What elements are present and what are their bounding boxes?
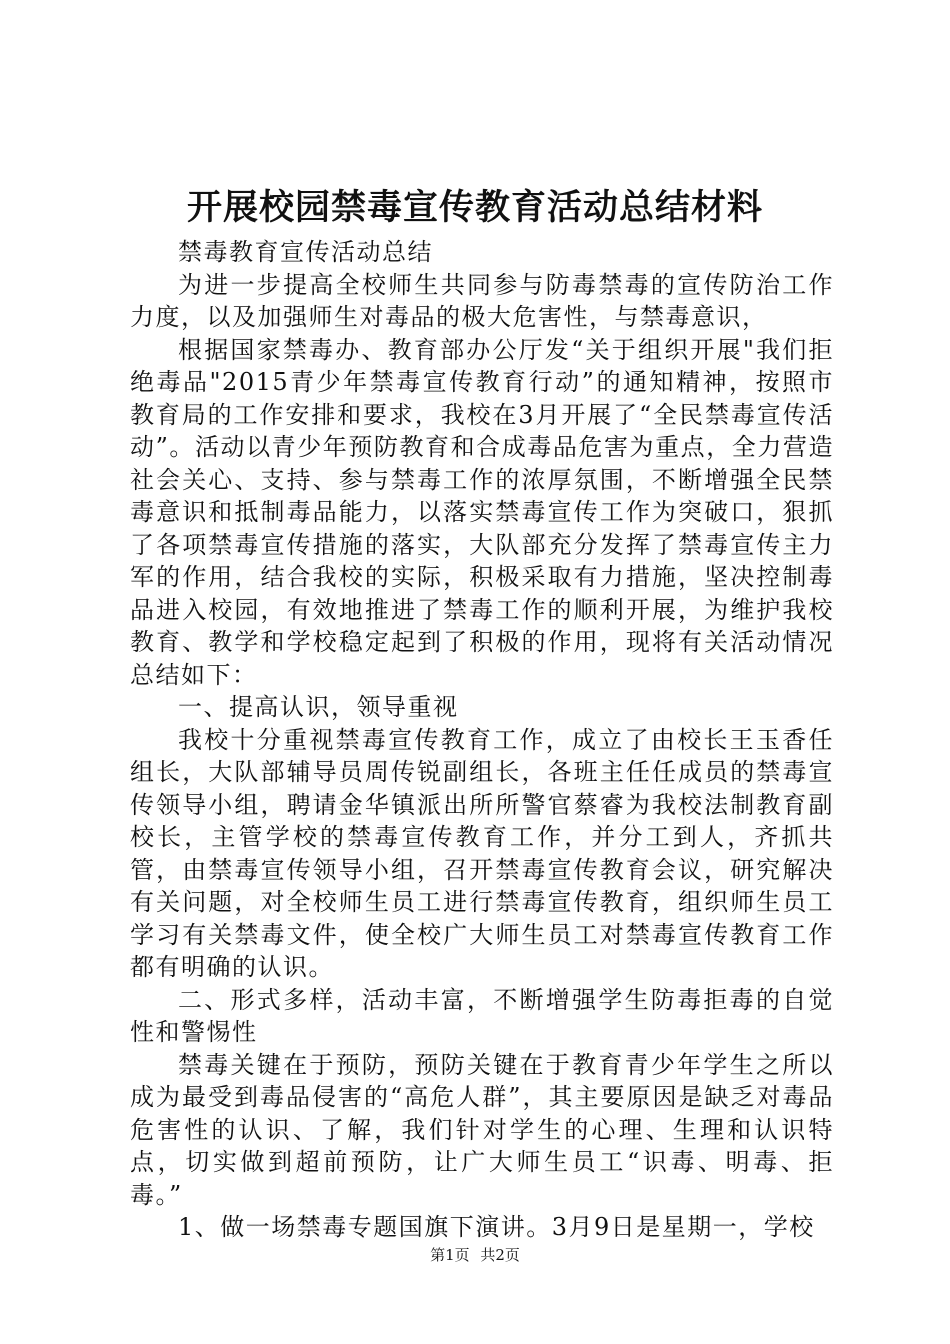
page-total: 共2页 bbox=[480, 1246, 520, 1264]
paragraph: 禁毒关键在于预防，预防关键在于教育青少年学生之所以成为最受到毒品侵害的“高危人群”，其主要原因是缺乏对毒品危害性的认识、了解，我们针对学生的心理、生理和认识特点，切实做到超前预防，让广大师生员工“识毒、明毒、拒毒。” bbox=[130, 1050, 834, 1209]
page-number: 第1页 bbox=[430, 1246, 470, 1264]
page-footer bbox=[0, 1245, 950, 1265]
paragraph: 根据国家禁毒办、教育部办公厅发“关于组织开展"我们拒绝毒品"2015青少年禁毒宣传教育行动”的通知精神，按照市教育局的工作安排和要求，我校在3月开展了“全民禁毒宣传活动”。活动以青少年预防教育和合成毒品危害为重点，全力营造社会关心、支持、参与禁毒工作的浓厚氛围，不断增强全民禁毒意识和抵制毒品能力，以落实禁毒宣传工作为突破口，狠抓了各项禁毒宣传措施的落实，大队部充分发挥了禁毒宣传主力军的作用，结合我校的实际，积极采取有力措施，坚决控制毒品进入校园，有效地推进了禁毒工作的顺利开展，为维护我校教育、教学和学校稳定起到了积极的作用，现将有关活动情况总结如下： bbox=[130, 335, 834, 689]
paragraph: 1、做一场禁毒专题国旗下演讲。3月9日是星期一，学校 bbox=[178, 1213, 815, 1241]
section-heading: 一、提高认识，领导重视 bbox=[178, 693, 459, 721]
document-body bbox=[130, 236, 834, 1244]
document-title: 开展校园禁毒宣传教育活动总结材料 bbox=[186, 188, 763, 228]
section-heading: 二、形式多样，活动丰富，不断增强学生防毒拒毒的自觉性和警惕性 bbox=[130, 985, 834, 1046]
paragraph: 禁毒教育宣传活动总结 bbox=[178, 238, 433, 266]
paragraph: 为进一步提高全校师生共同参与防毒禁毒的宣传防治工作力度，以及加强师生对毒品的极大危害性，与禁毒意识， bbox=[130, 270, 834, 331]
paragraph: 我校十分重视禁毒宣传教育工作，成立了由校长王玉香任组长，大队部辅导员周传锐副组长，各班主任任成员的禁毒宣传领导小组，聘请金华镇派出所所警官蔡睿为我校法制教育副校长，主管学校的禁毒宣传教育工作，并分工到人，齐抓共管，由禁毒宣传领导小组，召开禁毒宣传教育会议，研究解决有关问题，对全校师生员工进行禁毒宣传教育，组织师生员工学习有关禁毒文件，使全校广大师生员工对禁毒宣传教育工作都有明确的认识。 bbox=[130, 725, 834, 981]
